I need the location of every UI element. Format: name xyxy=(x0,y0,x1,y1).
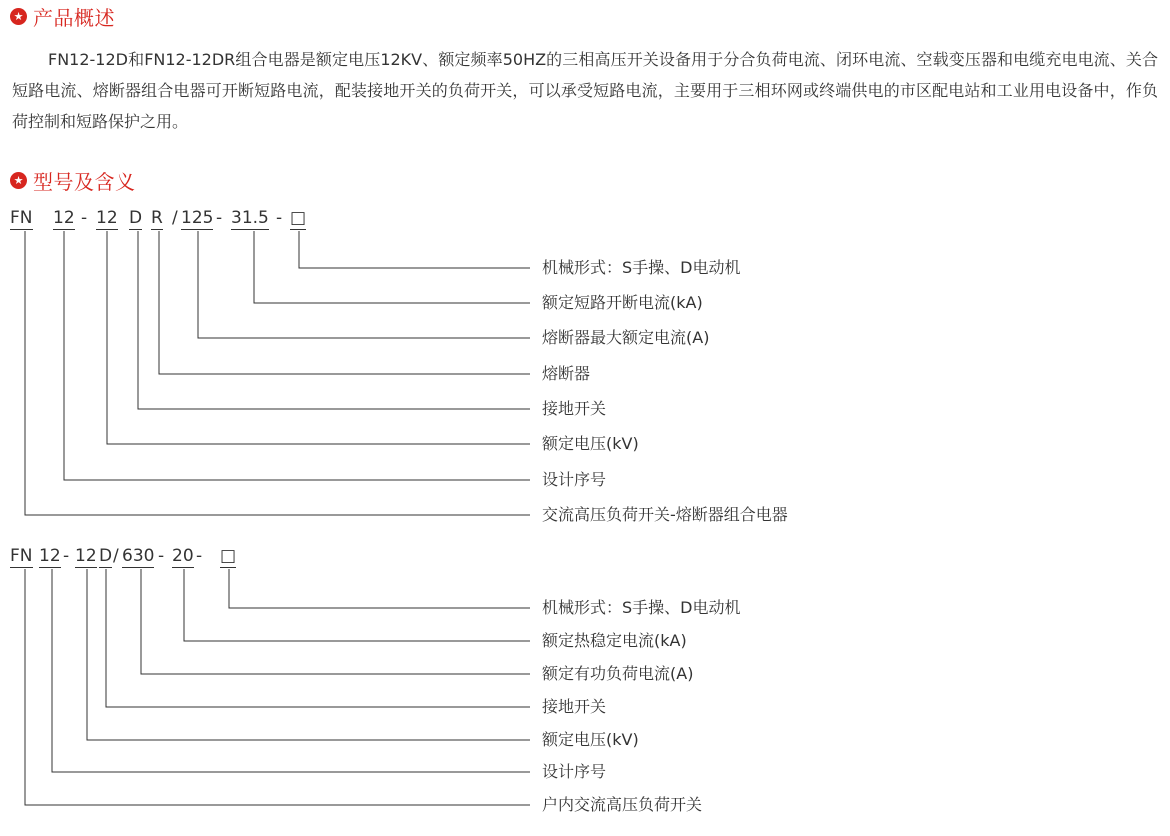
model1-desc-product-type: 交流高压负荷开关-熔断器组合电器 xyxy=(542,505,788,524)
model1-seg-fuse: R xyxy=(151,208,163,228)
model1-connector-design-number xyxy=(64,231,530,480)
model2-seg-design-number: 12 xyxy=(39,546,61,566)
model1-seg-fuse-current: 125 xyxy=(181,208,214,228)
overview-paragraph: FN12-12D和FN12-12DR组合电器是额定电压12KV、额定频率50HZ的三相高压开关设备用于分合负荷电流、闭环电流、空载变压器和电缆充电电流、关合短路电流、熔断器组合电器可开断短路电流，配装接地开关的负荷开关，可以承受短路电流，主要用于三相环网或终端供电的市区配电站和工业用电设备中，作负荷控制和短路保护之用。 xyxy=(12,50,1158,131)
model1-desc-grounding-switch: 接地开关 xyxy=(542,399,607,418)
model1-connector-fuse xyxy=(159,231,530,374)
model1-connector-product-type xyxy=(25,231,530,515)
model2-desc-rated-voltage: 额定电压(kV) xyxy=(542,730,639,749)
model1-desc-fuse: 熔断器 xyxy=(542,364,591,383)
model2-connector-mechanism xyxy=(229,569,530,608)
model1-connector-fuse-current xyxy=(198,231,530,338)
model2-desc-design-number: 设计序号 xyxy=(542,762,607,781)
overview-title: 产品概述 xyxy=(33,5,115,30)
model-title: 型号及含义 xyxy=(33,169,136,194)
model2-connector-product-type xyxy=(25,569,530,805)
model-heading xyxy=(10,166,136,194)
model1-desc-mechanism: 机械形式：S手操、D电动机 xyxy=(542,258,741,277)
model2-connector-grounding-switch xyxy=(106,569,530,707)
model1-desc-breaking-current: 额定短路开断电流(kA) xyxy=(542,293,703,312)
model2-seg-product-type: FN xyxy=(10,546,33,566)
model2-seg-dash: - xyxy=(63,546,70,566)
model2-seg-load-current: 630 xyxy=(122,546,155,566)
model2-connector-load-current xyxy=(141,569,530,674)
model1-seg-dash: - xyxy=(216,208,223,228)
model1-connector-grounding-switch xyxy=(138,231,530,409)
overview-heading xyxy=(10,2,115,30)
model2-connector-thermal-current xyxy=(184,569,530,641)
model1-desc-fuse-current: 熔断器最大额定电流(A) xyxy=(542,328,710,347)
model1-seg-product-type: FN xyxy=(10,208,33,228)
model1-seg-dash: - xyxy=(276,208,283,228)
model1-connector-rated-voltage xyxy=(107,231,530,444)
model1-connector-breaking-current xyxy=(254,231,530,303)
model1-seg-dash: - xyxy=(81,208,88,228)
model1-seg-mechanism: □ xyxy=(290,208,307,228)
model2-seg-grounding-switch: D xyxy=(99,546,113,566)
model2-seg-rated-voltage: 12 xyxy=(75,546,97,566)
model1-seg-slash: / xyxy=(172,208,178,228)
model2-seg-dash: - xyxy=(158,546,165,566)
model2-desc-load-current: 额定有功负荷电流(A) xyxy=(542,664,694,683)
model2-desc-thermal-current: 额定热稳定电流(kA) xyxy=(542,631,687,650)
model1-seg-design-number: 12 xyxy=(53,208,75,228)
star-circle-icon: ★ xyxy=(10,8,27,25)
model2-seg-mechanism: □ xyxy=(220,546,237,566)
model1-desc-rated-voltage: 额定电压(kV) xyxy=(542,434,639,453)
model2-desc-product-type: 户内交流高压负荷开关 xyxy=(542,795,703,814)
model2-desc-grounding-switch: 接地开关 xyxy=(542,697,607,716)
model1-seg-breaking-current: 31.5 xyxy=(231,208,269,228)
model2-seg-thermal-current: 20 xyxy=(172,546,194,566)
model1-seg-grounding-switch: D xyxy=(129,208,143,228)
model2-connector-rated-voltage xyxy=(87,569,530,740)
model2-connector-design-number xyxy=(52,569,530,772)
star-circle-icon: ★ xyxy=(10,172,27,189)
model1-connector-mechanism xyxy=(299,231,530,268)
model2-seg-dash: - xyxy=(196,546,203,566)
model1-desc-design-number: 设计序号 xyxy=(542,470,607,489)
model1-seg-rated-voltage: 12 xyxy=(96,208,118,228)
model2-seg-slash: / xyxy=(113,546,119,566)
model2-desc-mechanism: 机械形式：S手操、D电动机 xyxy=(542,598,741,617)
